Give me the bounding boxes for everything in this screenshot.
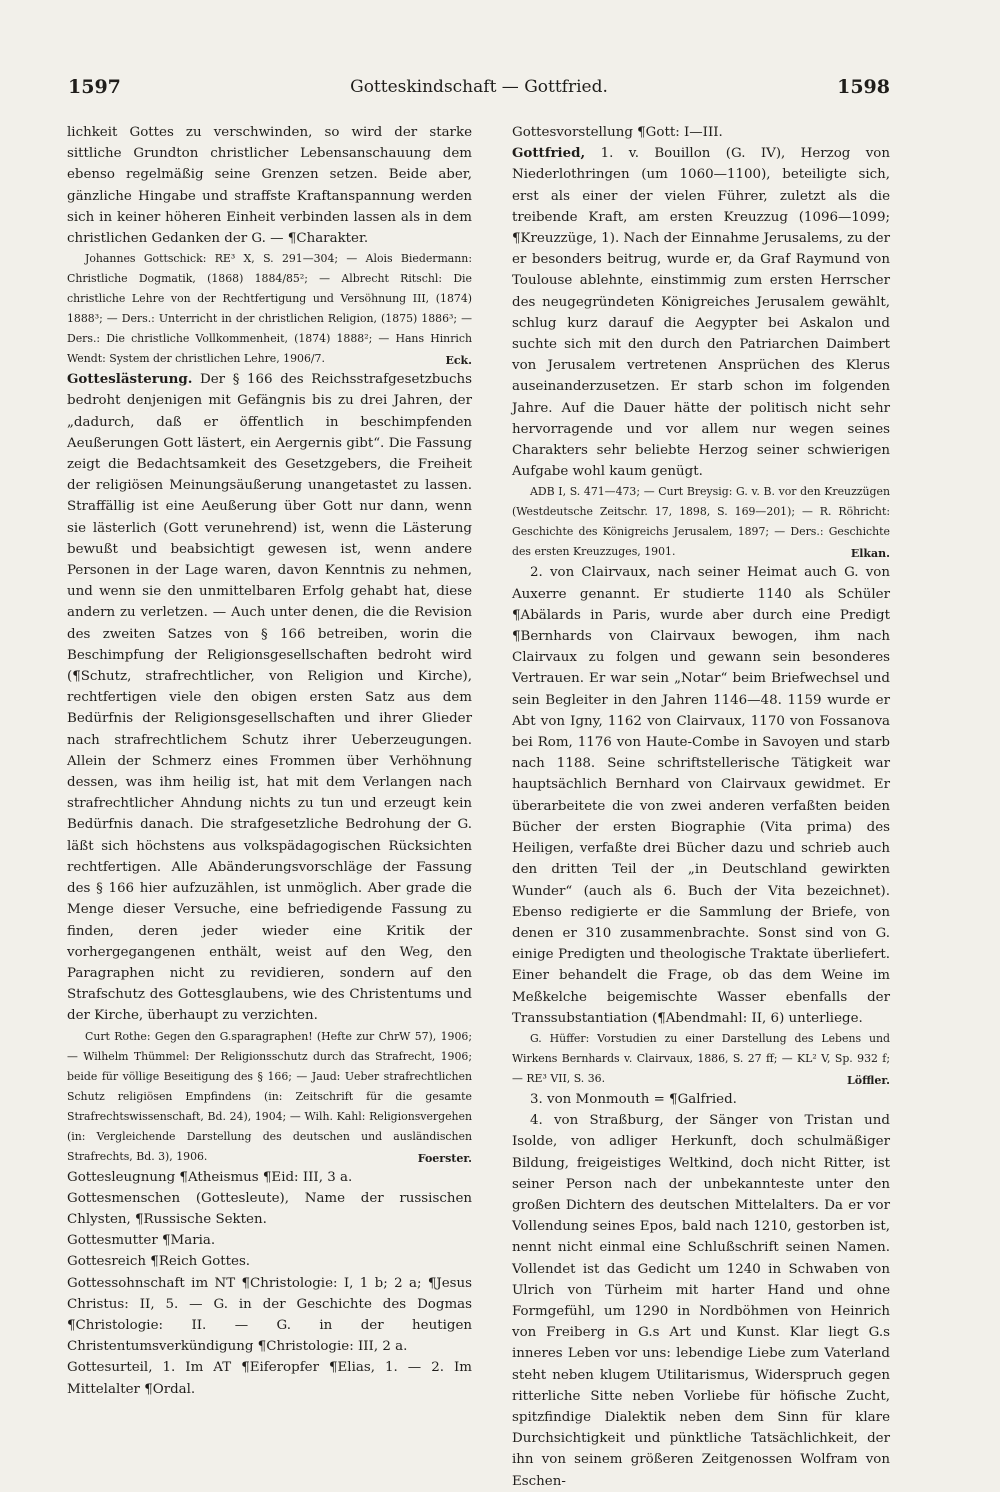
author-signature: Elkan. bbox=[850, 547, 890, 561]
right-column bbox=[512, 122, 890, 1492]
page-number-right: 1598 bbox=[837, 76, 890, 98]
entry-gottesreich: Gottesreich ¶Reich Gottes. bbox=[67, 1254, 251, 1270]
entry-gottfried-clairvaux: 2. von Clairvaux, nach seiner Heimat auch G. von Auxerre genannt. Er studierte 1140 als Schüler ¶Abälards in Paris, wurde aber durch eine Predigt ¶Bernhards von Clairvaux bewogen, ihm nach Clairvaux zu folgen und gewann sein besonderes Vertrauen. Er war sein „Notar“ beim Briefwechsel und sein Begleiter in den Jahren 1146—48. 1159 wurde er Abt von Igny, 1162 von Clairvaux, 1170 von Fossanova bei Rom, 1176 von Haute-Combe in Savoyen und starb nach 1188. Seine schriftstellerische Tätigkeit war hauptsächlich Bernhard von Clairvaux gewidmet. Er überarbeitete die von zwei anderen verfaßten beiden Bücher der ersten Biographie (Vita prima) des Heiligen, verfaßte drei Bücher dazu und schrieb auch den dritten Teil der „in Deutschland gewirkten Wunder“ (auch als 6. Buch der Vita bezeichnet). Ebenso redigierte er die Sammlung der Briefe, von denen er 310 zusammenbrachte. Sonst sind von G. einige Predigten und theologische Traktate überliefert. Einer behandelt die Frage, ob das dem Weine im Meßkelche beigemischte Wasser ebenfalls der Transsubstantiation (¶Abendmahl: II, 6) unterliege. bbox=[512, 565, 890, 1026]
entry-gottfried bbox=[512, 143, 890, 482]
left-column bbox=[67, 122, 472, 1400]
entry-gotteslaesterung bbox=[67, 369, 472, 1026]
entry-gottesleugnung: Gottesleugnung ¶Atheismus ¶Eid: III, 3 a. bbox=[67, 1169, 353, 1185]
entry-gottesmutter: Gottesmutter ¶Maria. bbox=[67, 1233, 216, 1249]
author-signature: Eck. bbox=[445, 354, 472, 368]
literature-references: ADB I, S. 471—473; — Curt Breysig: G. v. B. vor den Kreuzzügen (Westdeutsche Zeitschr. 17, 1898, S. 169—201); — R. Röhricht: Geschichte des Königreichs Jerusalem, 1897; — Ders.: Geschichte des ersten Kreuzzuges, 1901. bbox=[512, 485, 890, 559]
literature-references: G. Hüffer: Vorstudien zu einer Darstellung des Lebens und Wirkens Bernhards v. Clairvaux, 1886, S. 27 ff; — KL² V, Sp. 932 f; — RE³ VII, S. 36. bbox=[512, 1031, 890, 1085]
entry-gottfried-monmouth: 3. von Monmouth = ¶Galfried. bbox=[530, 1091, 737, 1107]
literature-references: Curt Rothe: Gegen den G.sparagraphen! (Hefte zur ChrW 57), 1906; — Wilhelm Thümmel: Der Religionsschutz durch das Strafrecht, 1906; beide für völlige Beseitigung des § 166; — Jaud: Ueber strafrechtlichen Schutz religiösen Empfindens (in: Zeitschrift für die gesamte Strafrechtswissenschaft, Bd. 24), 1904; — Wilh. Kahl: Religionsvergehen (in: Vergleichende Darstellung des deutschen und ausländischen Strafrechts, Bd. 3), 1906. bbox=[67, 1029, 472, 1163]
entry-continuation: lichkeit Gottes zu verschwinden, so wird der starke sittliche Grundton christlicher Lebensanschauung dem ebenso regelmäßig seine Grenzen setzen. Beide aber, gänzliche Hingabe und straffste Kraftanspannung werden sich in keiner höheren Einheit verbinden lassen als in dem christlichen Gedanken der G. — ¶Charakter. bbox=[67, 125, 472, 247]
entry-gottfried-strassburg: 4. von Straßburg, der Sänger von Tristan und Isolde, von adliger Herkunft, doch schulmäßiger Bildung, freigeistiges Weltkind, doch nicht Ritter, ist seiner Person nach der unbekannteste unter den großen Dichtern des deutschen Mittelalters. Da er vor Vollendung seines Epos, bald nach 1210, gestorben ist, nennt nicht einmal eine Schlußschrift seinen Namen. Vollendet ist das Gedicht um 1240 in Schwaben von Ulrich von Türheim mit harter Hand und ohne Formgefühl, um 1290 in Nordböhmen von Heinrich von Freiberg in G.s Art und Kunst. Klar liegt G.s inneres Leben vor uns: lebendige Liebe zum Vaterland steht neben klugem Utilitarismus, Widerspruch gegen ritterliche Sitte neben Vorliebe für höfische Zucht, spitzfindige Dialektik neben dem Sinn für klare Durchsichtigkeit und pünktliche Tatsächlichkeit, der ihn von seinem größeren Zeitgenossen Wolfram von Eschen- bbox=[512, 1113, 890, 1489]
column-divider bbox=[490, 122, 491, 1452]
page-header bbox=[68, 76, 890, 104]
literature-references: Johannes Gottschick: RE³ X, S. 291—304; — Alois Biedermann: Christliche Dogmatik, (1868) 1884/85²; — Albrecht Ritschl: Die christliche Lehre von der Rechtfertigung und Versöhnung III, (1874) 1888³; — Ders.: Unterricht in der christlichen Religion, (1875) 1886³; — Ders.: Die christliche Vollkommenheit, (1874) 1888²; — Hans Hinrich Wendt: System der christlichen Lehre, 1906/7. bbox=[67, 252, 472, 366]
entry-text: Der § 166 des Reichsstrafgesetzbuchs bedroht denjenigen mit Gefängnis bis zu drei Jahren, der „dadurch, daß er öffentlich in beschimpfenden Aeußerungen Gott lästert, ein Aergernis gibt“. Die Fassung zeigt die Bedachtsamkeit des Gesetzgebers, die Freiheit der religiösen Meinungsäußerung unangetastet zu lassen. Straffällig ist eine Aeußerung über Gott nur dann, wenn sie lästerlich (Gott verunehrend) ist, wenn die Lästerung bewußt und beabsichtigt gewesen ist, wenn andere Personen in der Lage waren, davon Kenntnis zu nehmen, und wenn sie den unmittelbaren Erfolg gehabt hat, diese andern zu verletzen. — Auch unter denen, die die Revision des zweiten Satzes von § 166 betreiben, worin die Beschimpfung der Religionsgesellschaften bedroht wird (¶Schutz, strafrechtlicher, von Religion und Kirche), rechtfertigen viele den obigen ersten Satz aus dem Bedürfnis der Religionsgesellschaften und ihrer Glieder nach strafrechtlichem Schutz ihrer Ueberzeugungen. Allein der Schmerz eines Frommen über Verhöhnung dessen, was ihm heilig ist, hat mit dem Verlangen nach strafrechtlicher Ahndung nichts zu tun und erzeugt kein Bedürfnis danach. Die strafgesetzliche Bedrohung der G. läßt sich höchstens aus volkspädagogischen Rücksichten rechtfertigen. Alle Abänderungsvorschläge der Fassung des § 166 hier aufzuzählen, ist unmöglich. Aber grade die Menge dieser Versuche, eine befriedigende Fassung zu finden, deren jeder wieder eine Kritik der vorhergegangenen enthält, weist auf den Weg, den Paragraphen nicht zu revidieren, sondern auf den Strafschutz des Gottesglaubens, wie des Christentums und der Kirche, überhaupt zu verzichten. bbox=[67, 372, 472, 1024]
entry-text: 1. v. Bouillon (G. IV), Herzog von Niederlothringen (um 1060—1100), beteiligte sich, erst als einer der vielen Führer, zuletzt als die treibende Kraft, am ersten Kreuzzug (1096—1099; ¶Kreuzzüge, 1). Nach der Einnahme Jerusalems, zu der er besonders beitrug, wurde er, da Graf Raymund von Toulouse ablehnte, einstimmig zum ersten Herrscher des neugegründeten Königreiches Jerusalem gewählt, schlug kurz darauf die Aegypter bei Askalon und suchte sich mit den durch den Patriarchen Daimbert von Jerusalem vertretenen Ansprüchen des Klerus auseinanderzusetzen. Er starb schon im folgenden Jahre. Auf die Dauer hätte der politisch nicht sehr hervorragende und vor allem nur wegen seines Charakters sehr beliebte Herzog seiner schwierigen Aufgabe wohl kaum genügt. bbox=[512, 146, 890, 480]
headword: Gottfried, bbox=[512, 145, 586, 162]
entry-gottesvorstellung: Gottesvorstellung ¶Gott: I—III. bbox=[512, 125, 723, 140]
entry-gottesmenschen: Gottesmenschen (Gottesleute), Name der russischen Chlysten, ¶Russische Sekten. bbox=[67, 1190, 472, 1227]
author-signature: Löffler. bbox=[847, 1073, 890, 1087]
page-number-left: 1597 bbox=[68, 76, 121, 98]
author-signature: Foerster. bbox=[417, 1151, 472, 1165]
entry-gottessohnschaft: Gottessohnschaft im NT ¶Christologie: I, 1 b; 2 a; ¶Jesus Christus: II, 5. — G. in der Geschichte des Dogmas ¶Christologie: II. — G. in der heutigen Christentumsverkündigung ¶Christologie: III, 2 a. bbox=[67, 1275, 472, 1355]
entry-gottesurteil: Gottesurteil, 1. Im AT ¶Eiferopfer ¶Elias, 1. — 2. Im Mittelalter ¶Ordal. bbox=[67, 1360, 472, 1397]
headword: Gotteslästerung. bbox=[67, 371, 193, 388]
running-title: Gotteskindschaft — Gottfried. bbox=[350, 77, 608, 97]
